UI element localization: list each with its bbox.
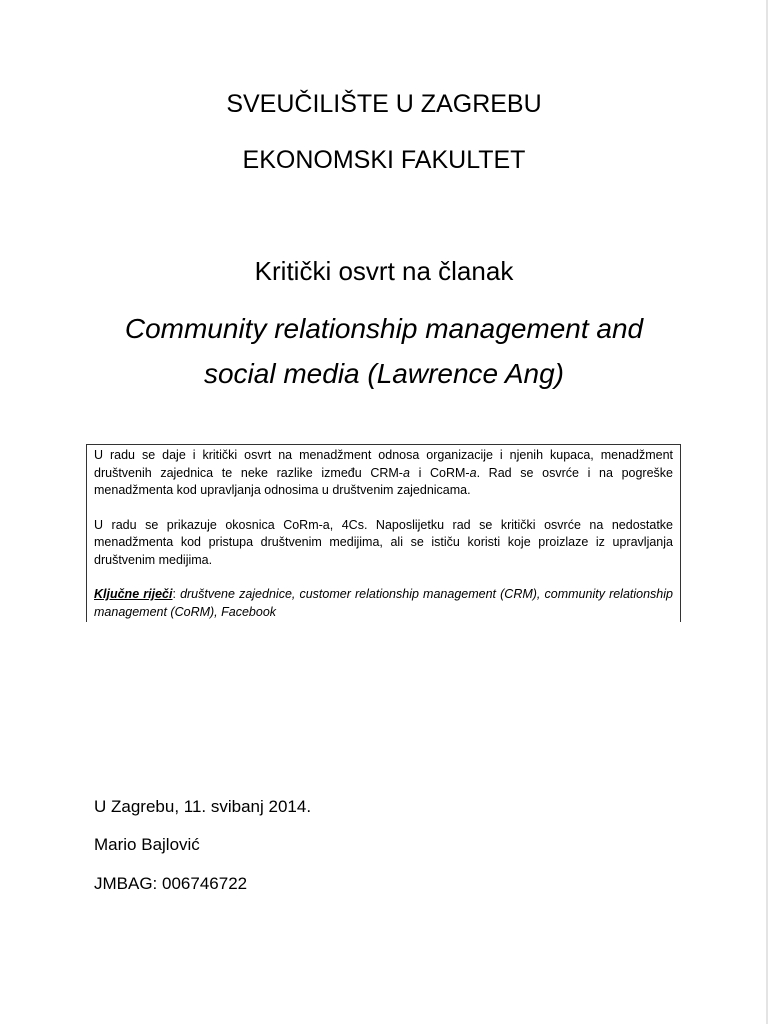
faculty-heading: EKONOMSKI FAKULTET [242,146,526,174]
abstract-p1-em-a: a [402,465,410,480]
keywords-paragraph [94,586,673,621]
keywords-label: Ključne riječi [94,587,173,601]
article-title-line-1: Community relationship management and [124,313,644,344]
keywords-separator: : [172,587,181,601]
keywords-text: društvene zajednice, customer relationship management (CRM), community relationship management (CoRM), Facebook [94,587,673,619]
abstract-p1-em-b: a [469,465,477,480]
abstract-paragraph-2: U radu se prikazuje okosnica CoRm-a, 4Cs. Naposlijetku rad se kritički osvrće na nedostatke menadžmenta kod pristupa društvenim medijima, ali se ističu koristi koje proizlaze iz upravljanja društvenim medijima. [94,517,673,567]
student-id: JMBAG: 006746722 [94,874,248,893]
document-title: Kritički osvrt na članak [254,256,514,286]
abstract-box [86,444,681,622]
place-date: U Zagrebu, 11. svibanj 2014. [94,797,312,816]
abstract-p1-text-c: . Rad se osvrće i na pogreške menadžmenta kod upravljanja odnosima u društvenim zajednicama. [94,465,673,497]
university-heading: SVEUČILIŠTE U ZAGREBU [226,90,542,118]
abstract-p1-text-a: U radu se daje i kritički osvrt na menadžment odnosa organizacije i njenih kupaca, menadžment društvenih zajednica te neke razlike između CRM- [94,448,673,480]
abstract-paragraph-1 [94,447,673,500]
author-name: Mario Bajlović [94,835,200,854]
article-title-line-2: social media (Lawrence Ang) [203,358,565,389]
abstract-p1-text-b: i CoRM- [409,465,470,480]
